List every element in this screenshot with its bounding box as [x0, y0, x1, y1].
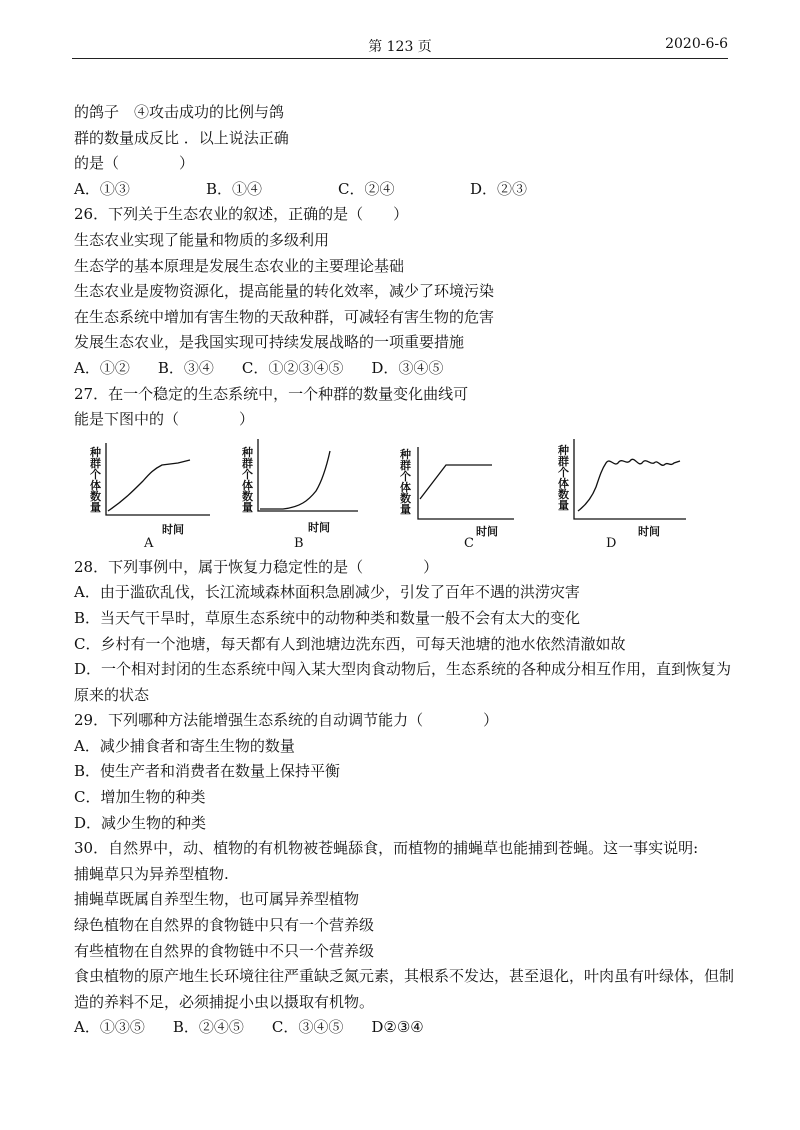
- page-number: 第 123 页: [368, 39, 432, 55]
- curve-a-line: [108, 460, 190, 511]
- q29-option-a: A．减少捕食者和寄生生物的数量: [74, 736, 295, 755]
- q30-statement-1: 捕蝇草只为异养型植物.: [74, 864, 229, 883]
- q26-statement-3: 生态农业是废物资源化，提高能量的转化效率，减少了环境污染: [74, 282, 495, 301]
- q25-option-d: D．②③: [470, 179, 528, 198]
- q26-statement-5: 发展生态农业，是我国实现可持续发展战略的一项重要措施: [74, 333, 465, 352]
- curve-d-line: [578, 459, 680, 511]
- q29-stem: 29．下列哪种方法能增强生态系统的自动调节能力（ ）: [74, 711, 499, 730]
- q28-option-b: B．当天气干旱时，草原生态系统中的动物种类和数量一般不会有太大的变化: [74, 608, 581, 627]
- header-date: 2020-6-6: [665, 36, 728, 52]
- q30-statement-2: 捕蝇草既属自养型生物，也可属异养型植物: [74, 890, 360, 909]
- q28-option-a: A．由于滥砍乱伐，长江流域森林面积急剧减少，引发了百年不遇的洪涝灾害: [74, 583, 580, 602]
- x-axis-label: 时间: [476, 524, 498, 538]
- q30-option-a: A．①③⑤: [74, 1018, 145, 1037]
- page-header: [72, 34, 728, 59]
- curve-d-plot: [552, 439, 702, 551]
- q28-option-c: C．乡村有一个池塘，每天都有人到池塘边洗东西，可每天池塘的池水依然清澈如故: [74, 634, 626, 653]
- y-axis-label: 种群个体数量: [242, 445, 253, 514]
- q26-options: [74, 356, 734, 382]
- q27-stem-line-2: 能是下图中的（ ）: [74, 410, 255, 429]
- curve-chart-c: [390, 439, 540, 551]
- q26-option-d: D．③④⑤: [371, 358, 444, 377]
- y-axis-label: 种群个体数量: [558, 443, 569, 512]
- q30-option-c: C．③④⑤: [271, 1018, 344, 1037]
- chart-b-caption: B: [294, 535, 304, 551]
- q30-statement-4: 有些植物在自然界的食物链中不只一个营养级: [74, 941, 375, 960]
- x-axis-label: 时间: [162, 522, 184, 536]
- q27-stem-line-1: 27．在一个稳定的生态系统中，一个种群的数量变化曲线可: [74, 384, 469, 403]
- q25-option-a: A．①③: [74, 179, 130, 198]
- q30-stem: 30．自然界中，动、植物的有机物被苍蝇舔食，而植物的捕蝇草也能捕到苍蝇。这一事实说明:: [74, 839, 699, 858]
- curve-c-line: [420, 465, 492, 499]
- y-axis-label: 种群个体数量: [90, 445, 101, 514]
- q25-line-2: 群的数量成反比 ．以上说法正确: [74, 128, 289, 147]
- q26-statement-2: 生态学的基本原理是发展生态农业的主要理论基础: [74, 256, 405, 275]
- curve-b-line: [260, 451, 330, 509]
- curve-chart-d: [552, 439, 702, 551]
- q30-option-d: D②③④: [371, 1018, 424, 1037]
- curve-chart-a: [78, 439, 228, 551]
- q25-option-b: B．①④: [206, 179, 263, 198]
- curve-chart-b: [238, 439, 388, 551]
- q29-option-b: B．使生产者和消费者在数量上保持平衡: [74, 762, 341, 781]
- q28-option-d: D．一个相对封闭的生态系统中闯入某大型肉食动物后，生态系统的各种成分相互作用，直到恢复为原来的状态: [74, 660, 732, 704]
- q30-options: [74, 1015, 734, 1041]
- q25-option-c: C．②④: [338, 179, 395, 198]
- chart-d-caption: D: [606, 535, 617, 551]
- chart-a-caption: A: [144, 535, 154, 551]
- x-axis-label: 时间: [638, 524, 660, 538]
- q25-options: [74, 177, 734, 203]
- population-curves-figure: [74, 439, 734, 551]
- q30-statement-5: 食虫植物的原产地生长环境往往严重缺乏氮元素，其根系不发达，甚至退化，叶肉虽有叶绿体，但制造的养料不足，必须捕捉小虫以摄取有机物。: [74, 967, 735, 1011]
- q25-line-3: 的是（ ）: [74, 154, 195, 173]
- x-axis-label: 时间: [308, 520, 330, 534]
- q26-stem: 26．下列关于生态农业的叙述，正确的是（ ）: [74, 205, 409, 224]
- q30-option-b: B．②④⑤: [172, 1018, 244, 1037]
- q26-statement-4: 在生态系统中增加有害生物的天敌种群，可减轻有害生物的危害: [74, 307, 495, 326]
- q26-option-c: C．①②③④⑤: [241, 358, 344, 377]
- chart-c-caption: C: [464, 535, 474, 551]
- q29-option-d: D．减少生物的种类: [74, 813, 207, 832]
- q26-option-a: A．①②: [74, 358, 130, 377]
- q25-line-1: 的鸽子 ④攻击成功的比例与鸽: [74, 103, 285, 121]
- q26-option-b: B．③④: [157, 358, 214, 377]
- document-body: [74, 100, 734, 1041]
- q29-option-c: C．增加生物的种类: [74, 788, 206, 807]
- y-axis-label: 种群个体数量: [400, 447, 411, 516]
- q28-stem: 28．下列事例中，属于恢复力稳定性的是（ ）: [74, 557, 439, 576]
- q26-statement-1: 生态农业实现了能量和物质的多级利用: [74, 230, 330, 249]
- q30-statement-3: 绿色植物在自然界的食物链中只有一个营养级: [74, 916, 375, 935]
